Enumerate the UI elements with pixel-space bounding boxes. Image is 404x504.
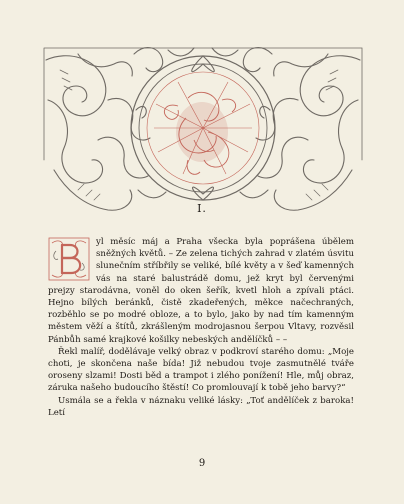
page-number: 9	[198, 458, 206, 469]
paragraph-2: Řekl malíř, dodělávaje velký obraz v podkroví starého domu: „Moje choti, je skončena naše bída! Již nebudou tvoje zasmutnělé tváře oroseny slzami! Dosti běd a trampot i zlého ponížení! Hle, můj obraz, záruka našeho budoucího štěstí! Co promlouvají k tobě jeho barvy?“	[48, 346, 354, 394]
body-text	[48, 236, 354, 419]
chapter-number: I.	[197, 202, 207, 215]
baroque-header-ornament	[38, 40, 368, 220]
drop-cap-b-ornament	[48, 237, 90, 281]
paragraph-1: yl měsíc máj a Praha všecka byla poprášena úbělem sněžných květů. – Ze zelena tichých zahrad v zlatém úsvitu slunečním stříbřily se veliké, bílé květy a v šeď kamenných vás na staré balustrádě domu, jež kryt byl červenými prejzy starodávna, voněl do oken šeřík, kvetl hloh a zpívali ptáci. Hejno bílých beránků, čistě zkadeřených, měkce načechraných, rozběhlo se po modré obloze, a to bylo, jako by nad tím kamenným městem věží a štítů, zkrášleným modrojasnou šerpou Vltavy, rozvěsil Pánbůh samé krajkové košilky nebeských andělíčků – –	[48, 237, 354, 345]
paragraph-3: Usmála se a řekla v náznaku veliké lásky: „Toť andělíček z baroka! Letí	[48, 395, 354, 418]
